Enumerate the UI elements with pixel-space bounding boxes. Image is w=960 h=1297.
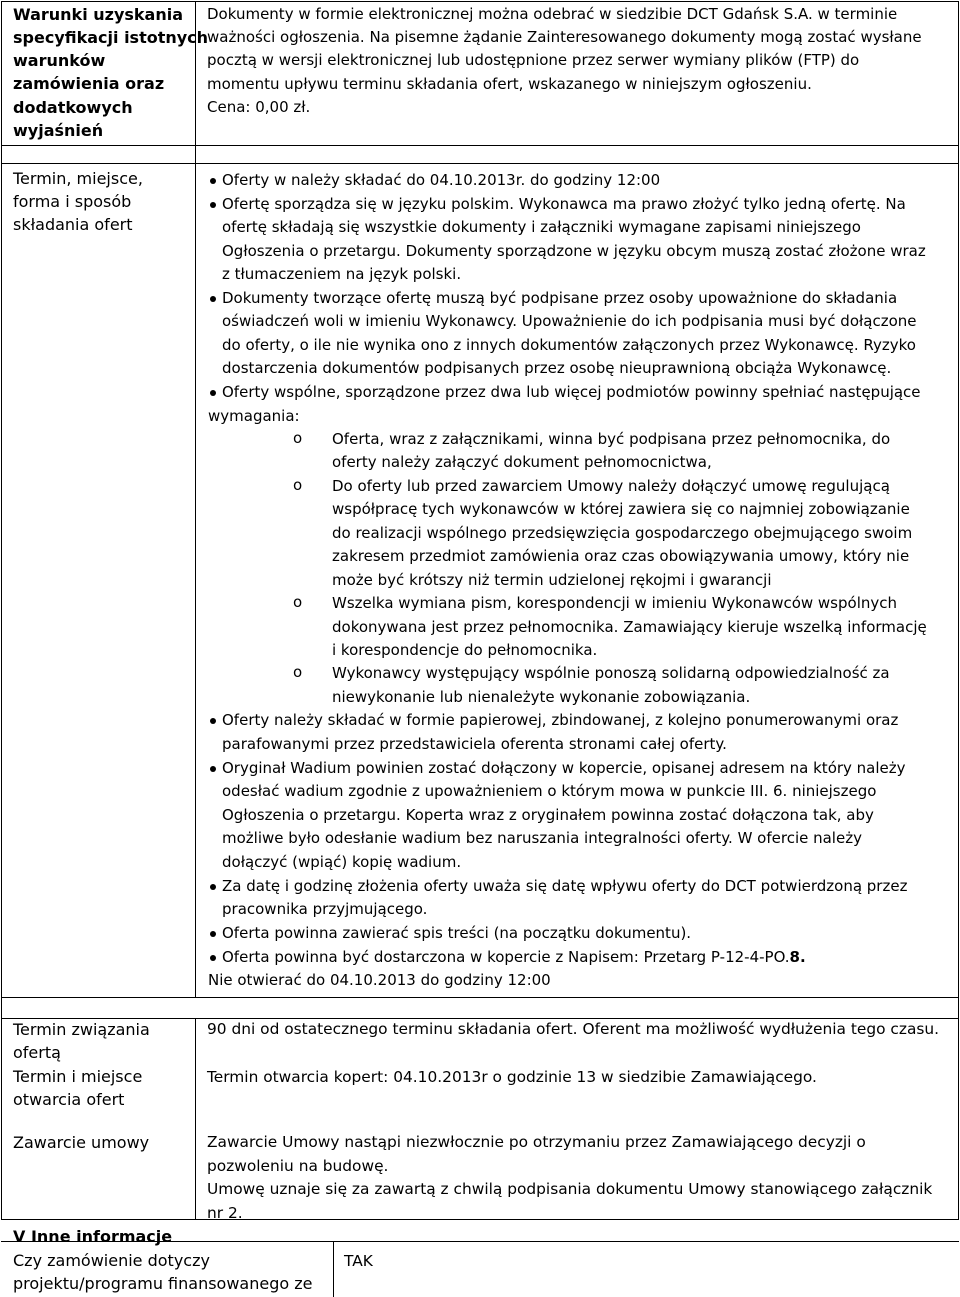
bullet-line: Dokumenty tworzące ofertę muszą być podpisane przez osoby upoważnione do składania [222, 289, 898, 307]
sub-line: współpracę tych wykonawców w której zawiera się co najmniej zobowiązanie [332, 500, 910, 518]
bullet-line: Oryginał Wadium powinien zostać dołączony w kopercie, opisanej adresem na który należy [222, 759, 906, 777]
label-line: Termin związania [13, 1020, 150, 1039]
contract-line: Umowę uznaje się za zawartą z chwilą podpisania dokumentu Umowy stanowiącego załącznik [207, 1180, 933, 1198]
bullet-dot [210, 296, 216, 302]
bullet-dot [210, 202, 216, 208]
question-line: projektu/programu finansowanego ze [13, 1274, 313, 1293]
contract-line: Zawarcie Umowy nastąpi niezwłocznie po otrzymaniu przez Zamawiającego decyzji o [207, 1133, 866, 1151]
table-border-left [1, 1, 2, 1219]
table-border-top [1, 1, 959, 2]
sub-line: może być krótszy niż termin udzielonej rękojmi i gwarancji [332, 571, 772, 589]
label-line: dodatkowych [13, 98, 133, 117]
bullet-line: Oferty należy składać w formie papierowej, zbindowanej, z kolejno ponumerowanymi oraz [222, 711, 899, 729]
bullet-line: parafowanymi przez przedstawiciela oferenta stronami całej oferty. [222, 735, 727, 753]
label-line: warunków [13, 51, 106, 70]
column-divider-lower [195, 1018, 196, 1219]
sub-line: oferty należy załączyć dokument pełnomocnictwa, [332, 453, 712, 471]
bullet-line: możliwe było odesłanie wadium bez naruszania integralności oferty. W ofercie należy [222, 829, 862, 847]
sub-line: dokonywana jest przez pełnomocnika. Zamawiający kieruje wszelką informację [332, 618, 927, 636]
bullet-line: dołączyć (wpiąć) kopię wadium. [222, 853, 462, 871]
bullet-line: dostarczenia dokumentów podpisanych przez osobę nieuprawnioną obciąża Wykonawcę. [222, 359, 892, 377]
bullet-line: odesłać wadium zgodnie z upoważnieniem o którym mowa w punkcie III. 6. niniejszego [222, 782, 877, 800]
sub-line: Oferta, wraz z załącznikami, winna być podpisana przez pełnomocnika, do [332, 430, 891, 448]
bullet-dot [210, 178, 216, 184]
bullet-dot [210, 718, 216, 724]
table-border-right [958, 1, 959, 1219]
bullet-line: oświadczeń woli w imieniu Wykonawcy. Upoważnienie do ich podpisania musi być dołączone [222, 312, 917, 330]
sub-line: do realizacji wspólnego przedsięwzięcia gospodarczego obejmującego swoim [332, 524, 913, 542]
bullet-line: Ofertę sporządza się w języku polskim. Wykonawca ma prawo złożyć tylko jedną ofertę. Na [222, 195, 906, 213]
bullet-line: Oferty wspólne, sporządzone przez dwa lub więcej podmiotów powinny spełniać następujące [222, 383, 921, 401]
label-line: Termin, miejsce, [13, 169, 143, 188]
question-line: Czy zamówienie dotyczy [13, 1251, 210, 1270]
section-heading: V Inne informacje [13, 1227, 173, 1246]
label-line: ofertą [13, 1043, 61, 1062]
bullet-line: pracownika przyjmującego. [222, 900, 428, 918]
bullet-line: Oferta powinna zawierać spis treści (na początku dokumentu). [222, 924, 692, 942]
closing-line: Nie otwierać do 04.10.2013 do godziny 12:00 [208, 971, 551, 989]
text-line: ważności ogłoszenia. Na pisemne żądanie Zainteresowanego dokumenty mogą zostać wysłane [207, 28, 922, 46]
sub-line: niewykonanie lub nienależyte wykonanie zobowiązania. [332, 688, 751, 706]
binding-text: 90 dni od ostatecznego terminu składania ofert. Oferent ma możliwość wydłużenia tego czasu. [207, 1020, 940, 1038]
label-line: Warunki uzyskania [13, 5, 184, 24]
bold-suffix: 8. [789, 948, 806, 966]
bullet-line [222, 946, 806, 970]
bullet-line: wymagania: [208, 407, 300, 425]
label-line: Termin i miejsce [13, 1067, 143, 1086]
label-line: wyjaśnień [13, 121, 104, 140]
label-line: specyfikacji istotnych [13, 28, 209, 47]
sub-marker: o [293, 476, 303, 494]
bullet-dot [210, 390, 216, 396]
bullet-line: ofertę składają się wszystkie dokumenty i załączniki wymagane zapisami niniejszego [222, 218, 861, 236]
bullet-dot [210, 766, 216, 772]
text-line: Dokumenty w formie elektronicznej można odebrać w siedzibie DCT Gdańsk S.A. w terminie [207, 5, 898, 23]
bullet-text: Oferta powinna być dostarczona w kopercie z Napisem: Przetarg P-12-4-PO. [222, 948, 790, 966]
sub-marker: o [293, 429, 303, 447]
label-line: forma i sposób [13, 192, 132, 211]
row-divider-3 [1, 997, 959, 998]
bullet-line: Ogłoszenia o przetargu. Dokumenty sporządzone w języku obcym muszą zostać złożone wraz [222, 242, 926, 260]
section-v-divider [333, 1241, 334, 1297]
sub-line: Do oferty lub przed zawarciem Umowy należy dołączyć umowę regulującą [332, 477, 890, 495]
row-divider-1 [1, 145, 959, 146]
bullet-line: Za datę i godzinę złożenia oferty uważa się datę wpływu oferty do DCT potwierdzoną przez [222, 877, 908, 895]
table-border-bottom [1, 1219, 959, 1220]
contract-line: nr 2. [207, 1204, 243, 1222]
sub-line: i korespondencje do pełnomocnika. [332, 641, 598, 659]
contract-label: Zawarcie umowy [13, 1133, 150, 1152]
bullet-line: z tłumaczeniem na język polski. [222, 265, 462, 283]
bullet-dot [210, 955, 216, 961]
price-line: Cena: 0,00 zł. [207, 98, 311, 116]
label-line: składania ofert [13, 215, 133, 234]
bullet-dot [210, 884, 216, 890]
sub-line: zakresem przedmiot zamówienia oraz czas obowiązywania umowy, który nie [332, 547, 910, 565]
sub-line: Wykonawcy występujący wspólnie ponoszą solidarną odpowiedzialność za [332, 664, 890, 682]
bullet-line: do oferty, o ile nie wynika ono z innych dokumentów załączonych przez Wykonawcę. Ryzyko [222, 336, 916, 354]
bullet-line: Ogłoszenia o przetargu. Koperta wraz z oryginałem powinna zostać dołączona tak, aby [222, 806, 874, 824]
text-line: pocztą w wersji elektronicznej lub udostępnione przez serwer wymiany plików (FTP) do [207, 51, 860, 69]
sub-marker: o [293, 593, 303, 611]
opening-text: Termin otwarcia kopert: 04.10.2013r o godzinie 13 w siedzibie Zamawiającego. [207, 1068, 817, 1086]
text-line: momentu upływu terminu składania ofert, wskazanego w niniejszym ogłoszeniu. [207, 75, 812, 93]
small-cell-divider [195, 145, 196, 163]
bullet-dot [210, 931, 216, 937]
contract-line: pozwoleniu na budowę. [207, 1157, 389, 1175]
label-line: zamówienia oraz [13, 74, 165, 93]
sub-marker: o [293, 663, 303, 681]
row-divider-2 [1, 163, 959, 164]
label-line: otwarcia ofert [13, 1090, 125, 1109]
answer-value: TAK [344, 1252, 373, 1270]
bullet-line: Oferty w należy składać do 04.10.2013r. do godziny 12:00 [222, 171, 661, 189]
sub-line: Wszelka wymiana pism, korespondencji w imieniu Wykonawców wspólnych [332, 594, 898, 612]
